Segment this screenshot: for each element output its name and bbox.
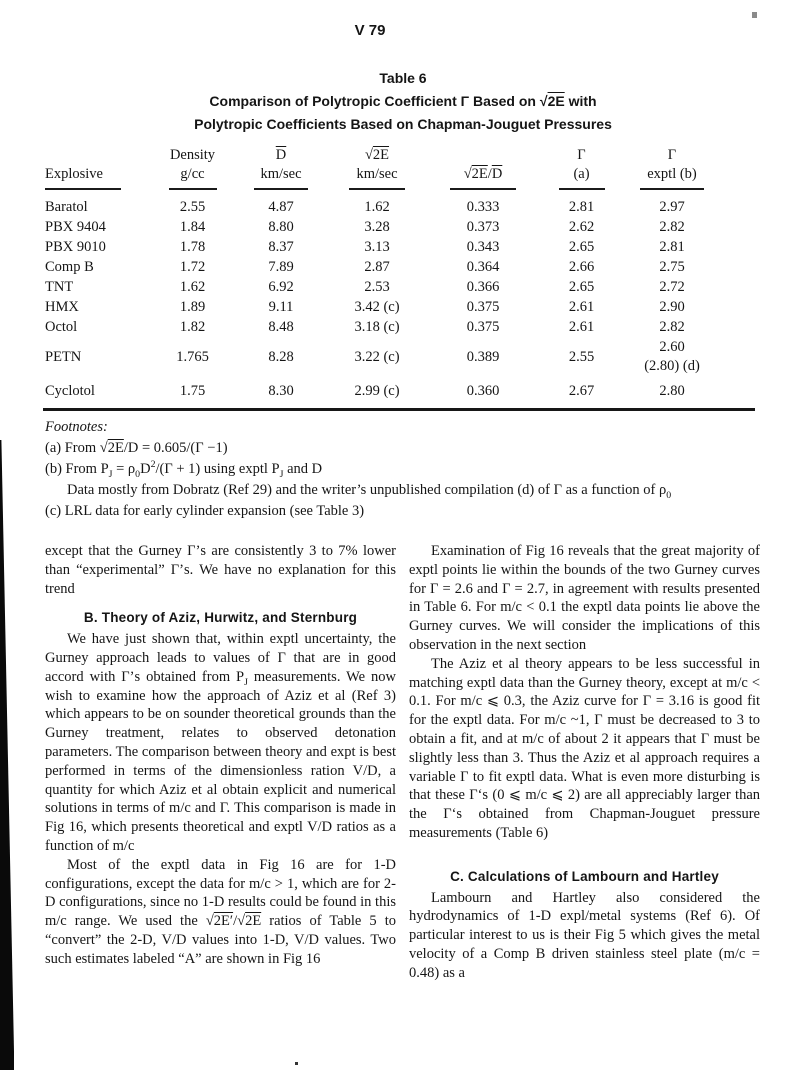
table-cell: 8.80 bbox=[268, 219, 294, 235]
col-header-gamma-a bbox=[539, 146, 624, 190]
table-cell: 2.61 bbox=[568, 299, 595, 315]
table-cell: 0.364 bbox=[466, 259, 500, 275]
table-cell: 0.373 bbox=[466, 219, 500, 235]
table-title-line3: Polytropic Coefficients Based on Chapman-Jouguet Pressures bbox=[194, 116, 612, 132]
col-header-line: km/sec bbox=[356, 166, 398, 182]
table-cell: 2.81 bbox=[659, 239, 685, 255]
table-cell: 2.80 bbox=[659, 383, 685, 399]
explosive-name: PETN bbox=[45, 348, 82, 365]
table-cell: 2.60 (2.80) (d) bbox=[624, 337, 720, 376]
table-header bbox=[45, 146, 720, 190]
table-cell: 8.48 bbox=[268, 319, 294, 335]
table-cell: 0.333 bbox=[466, 199, 500, 215]
table-row bbox=[45, 190, 720, 217]
table-cell: 8.30 bbox=[268, 383, 294, 399]
table-cell: 2.55 bbox=[179, 199, 206, 215]
table-cell: 2.82 bbox=[659, 319, 685, 335]
table-cell: 3.28 bbox=[364, 219, 390, 235]
table-cell: 1.72 bbox=[179, 259, 206, 275]
table-cell: 7.89 bbox=[268, 259, 294, 275]
paragraph: We have just shown that, within exptl uncertainty, the Gurney approach leads to values of Γ that are in good accord with Γ’s obtained from $P_J$ measurements. We now wish to examine how the approach of Aziz et al (Ref 3) which appears to be on sounder theoretical grounds than the Gurney treatment, relates to observed detonation parameters. The comparison between theory and expt is best performed in terms of the dimensionless ration V/D, a quantity for which Aziz et al obtain explicit and numerical solutions in terms of m/c and Γ. This comparison is made in Fig 16, which presents theoretical and exptl V/D ratios as a function of m/c bbox=[45, 631, 396, 854]
table-cell: 0.389 bbox=[466, 348, 500, 365]
table-cell: 9.11 bbox=[268, 299, 294, 315]
table-cell: 1.78 bbox=[179, 239, 206, 255]
table-row bbox=[45, 337, 720, 376]
table-cell: 2.82 bbox=[659, 219, 685, 235]
table-cell: 0.375 bbox=[466, 299, 500, 315]
table-cell: 8.28 bbox=[268, 348, 294, 365]
table-cell: 2.62 bbox=[568, 219, 595, 235]
col-header-line: g/cc bbox=[180, 166, 205, 182]
table-cell: 6.92 bbox=[268, 279, 294, 295]
table-cell: 3.13 bbox=[364, 239, 390, 255]
col-header-density bbox=[150, 146, 235, 190]
table-cell: 2.99 (c) bbox=[354, 383, 400, 399]
col-header-detonation-velocity bbox=[235, 146, 327, 190]
table-row bbox=[45, 237, 720, 257]
explosive-name: TNT bbox=[45, 279, 74, 295]
table-row bbox=[45, 217, 720, 237]
table-cell: 4.87 bbox=[268, 199, 294, 215]
paragraph: Most of the exptl data in Fig 16 are for 1-D configurations, except the data for m/c > 1, which are for 2-D configurations, since no 1-D results could be found in this m/c range. We used the √2E′/√2E ratios of Table 5 to “convert” the 2-D, V/D values into 1-D, V/D values. Two such estimates labeled “A” are shown in Fig 16 bbox=[45, 856, 396, 967]
col-header-sqrt2e-over-d bbox=[427, 146, 539, 190]
table-cell: 0.343 bbox=[466, 239, 500, 255]
col-header-gamma-exptl bbox=[624, 146, 720, 190]
col-header-line: Density bbox=[169, 147, 216, 163]
col-header-line: (a) bbox=[573, 166, 590, 182]
table-body bbox=[45, 190, 720, 401]
table-cell: 2.61 bbox=[568, 319, 595, 335]
footnote-b: (b) From $P_J = \rho_0D^2/(\Gamma + 1)$ using exptl $P_J$ and D bbox=[45, 459, 323, 480]
table-cell: 3.22 (c) bbox=[354, 348, 400, 365]
explosive-name: Baratol bbox=[45, 199, 88, 215]
section-heading-b: B. Theory of Aziz, Hurwitz, and Sternburg bbox=[83, 610, 358, 626]
table-bottom-rule bbox=[43, 408, 755, 411]
table-cell: 0.360 bbox=[466, 383, 500, 399]
table-header-row bbox=[45, 146, 720, 190]
table-row bbox=[45, 376, 720, 401]
col-header-line: Γ bbox=[577, 147, 586, 163]
table-cell: 2.65 bbox=[568, 239, 595, 255]
table-title-line1: Table 6 bbox=[379, 70, 427, 86]
table-title bbox=[45, 67, 761, 136]
table-cell: 1.62 bbox=[364, 199, 390, 215]
col-header-line: $√2E/\overline{D}$ bbox=[463, 166, 503, 182]
footnote-a: (a) From √2E/D = 0.605/(Γ −1) bbox=[45, 440, 228, 456]
footnote-c: (c) LRL data for early cylinder expansion (see Table 3) bbox=[45, 503, 365, 519]
table-cell: 2.55 bbox=[568, 348, 595, 365]
table-cell: 2.72 bbox=[659, 279, 685, 295]
table-cell: 2.53 bbox=[364, 279, 390, 295]
footnotes-label: Footnotes: bbox=[45, 419, 108, 435]
table-cell-extra: (2.80) (d) bbox=[644, 358, 700, 374]
table-row bbox=[45, 297, 720, 317]
col-header-line: Explosive bbox=[45, 166, 103, 182]
table-cell: 1.82 bbox=[179, 319, 206, 335]
scan-speck-artifact bbox=[752, 12, 757, 18]
col-header-sqrt2e bbox=[327, 146, 427, 190]
table-cell: 2.90 bbox=[659, 299, 685, 315]
table-cell: 2.87 bbox=[364, 259, 390, 275]
table-cell: 1.75 bbox=[179, 383, 206, 399]
paragraph: The Aziz et al theory appears to be less successful in matching exptl data than the Gurney theory, except at m/c < 0.1. For m/c ⩽ 0.3, the Aziz curve for Γ = 3.16 is good fit for the exptl data. For m/c ~1, Γ must be decreased to 3 to obtain a fit, and at m/c of about 2 it appears that Γ must be slightly less than 3. Thus the Aziz et al approach requires a variable Γ to fit exptl data. What is even more disturbing is that these Γ‘s (0 ⩽ m/c ⩽ 2) are all appreciably larger than the Γ‘s obtained from Chapman-Jouguet pressure measurements (Table 6) bbox=[409, 655, 760, 841]
paragraph: except that the Gurney Γ’s are consistently 3 to 7% lower than “experimental” Γ’s. We have no explanation for this trend bbox=[45, 543, 396, 597]
table-cell: 2.81 bbox=[568, 199, 595, 215]
explosive-name: Octol bbox=[45, 319, 78, 335]
table-row bbox=[45, 257, 720, 277]
table-cell: 2.67 bbox=[568, 383, 595, 399]
table-cell: 2.97 bbox=[659, 199, 685, 215]
explosive-name: Comp B bbox=[45, 259, 94, 275]
table-title-line2: Comparison of Polytropic Coefficient Γ Based on √2E with bbox=[209, 93, 597, 109]
right-column bbox=[409, 542, 760, 983]
col-header-line: km/sec bbox=[260, 166, 302, 182]
col-header-line: Γ bbox=[667, 147, 677, 163]
table-cell: 1.89 bbox=[179, 299, 206, 315]
explosive-name: PBX 9404 bbox=[45, 219, 106, 235]
table-cell: 3.42 (c) bbox=[354, 299, 400, 315]
table-row bbox=[45, 317, 720, 337]
explosive-name: Cyclotol bbox=[45, 383, 95, 399]
table-cell: 3.18 (c) bbox=[354, 319, 400, 335]
footnotes bbox=[45, 417, 761, 522]
col-header-line: exptl (b) bbox=[647, 166, 697, 182]
table-cell: 1.765 bbox=[176, 348, 209, 365]
explosive-name: HMX bbox=[45, 299, 79, 315]
data-table bbox=[45, 146, 720, 401]
scan-speck-artifact bbox=[295, 1062, 298, 1065]
table-cell: 0.366 bbox=[466, 279, 500, 295]
table-cell: 0.375 bbox=[466, 319, 500, 335]
left-column bbox=[45, 542, 396, 983]
table-cell: 1.84 bbox=[179, 219, 206, 235]
section-heading-c: C. Calculations of Lambourn and Hartley bbox=[450, 868, 719, 884]
footnote-b-continued: Data mostly from Dobratz (Ref 29) and the writer’s unpublished compilation (d) of Γ as a function of $\rho_0$ bbox=[67, 482, 672, 501]
body-columns bbox=[45, 542, 761, 983]
paragraph: Lambourn and Hartley also considered the hydrodynamics of 1-D expl/metal systems (Ref 6). Of particular interest to us is their Fig 5 which gives the metal velocity of a Comp B driven stainless steel plate (m/c = 0.48) as a bbox=[409, 889, 760, 981]
col-header-line: $\overline{D}$ bbox=[275, 147, 287, 163]
table-cell: 1.62 bbox=[179, 279, 206, 295]
explosive-name: PBX 9010 bbox=[45, 239, 106, 255]
table-row bbox=[45, 277, 720, 297]
page-number: V 79 bbox=[354, 22, 386, 39]
table-cell: 8.37 bbox=[268, 239, 294, 255]
table-cell: 2.66 bbox=[568, 259, 595, 275]
paragraph: Examination of Fig 16 reveals that the great majority of exptl points lie within the bounds of the two Gurney curves for Γ = 2.6 and Γ = 2.7, in agreement with results presented in Table 6. For m/c < 0.1 the exptl data points lie above the Gurney curves. We will consider the implications of this observation in the next section bbox=[409, 543, 760, 653]
table-cell: 2.75 bbox=[659, 259, 685, 275]
col-header-line: √2E bbox=[364, 147, 390, 163]
col-header-explosive bbox=[45, 146, 150, 190]
table-cell: 2.65 bbox=[568, 279, 595, 295]
